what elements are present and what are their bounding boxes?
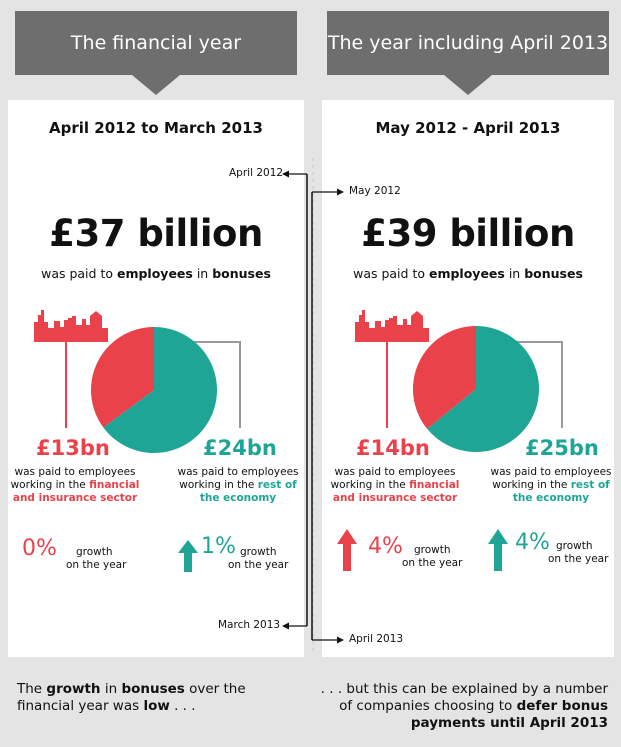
right-fin-amount: £14bn [356, 436, 430, 460]
timeline-left-end: March 2013 [218, 619, 281, 631]
right-rest-desc: was paid to employees working in the rest of the economy [490, 466, 612, 504]
timeline-left-start: April 2012 [229, 167, 284, 179]
right-rest-growth: 4% [515, 530, 550, 555]
right-rest-amount: £25bn [525, 436, 599, 460]
left-total: £37 billion [49, 212, 263, 255]
header-left: The financial year [15, 11, 297, 75]
right-pie [413, 326, 539, 452]
left-fin-growth: 0% [22, 536, 57, 561]
right-fin-growth-label: growth on the year [402, 544, 463, 569]
up-arrow-icon [337, 529, 357, 571]
right-fin-growth: 4% [368, 534, 403, 559]
timeline-right-start: May 2012 [349, 185, 401, 197]
left-rest-growth-label: growth on the year [228, 546, 289, 571]
left-total-desc: was paid to employees in bonuses [41, 266, 271, 281]
header-right: The year including April 2013 [327, 11, 609, 75]
right-total: £39 billion [361, 212, 575, 255]
left-fin-amount: £13bn [36, 436, 110, 460]
left-fin-desc: was paid to employees working in the financial and insurance sector [10, 466, 140, 504]
footer-left: The growth in bonuses over the financial year was low . . . [17, 681, 246, 714]
left-rest-desc: was paid to employees working in the rest of the economy [177, 466, 299, 504]
up-arrow-icon [488, 529, 508, 571]
city-skyline-icon [355, 310, 429, 342]
right-period: May 2012 - April 2013 [375, 119, 561, 137]
right-rest-growth-label: growth on the year [548, 540, 609, 565]
up-arrow-icon [178, 540, 198, 572]
left-rest-amount: £24bn [203, 436, 277, 460]
right-fin-desc: was paid to employees working in the financial and insurance sector [330, 466, 460, 504]
timeline-right-end: April 2013 [349, 633, 404, 645]
left-period: April 2012 to March 2013 [49, 119, 263, 137]
footer-right: . . . but this can be explained by a number of companies choosing to defer bonus payments until April 2013 [320, 681, 608, 731]
right-total-desc: was paid to employees in bonuses [353, 266, 583, 281]
left-rest-growth: 1% [201, 534, 236, 559]
left-fin-growth-label: growth on the year [66, 546, 127, 571]
